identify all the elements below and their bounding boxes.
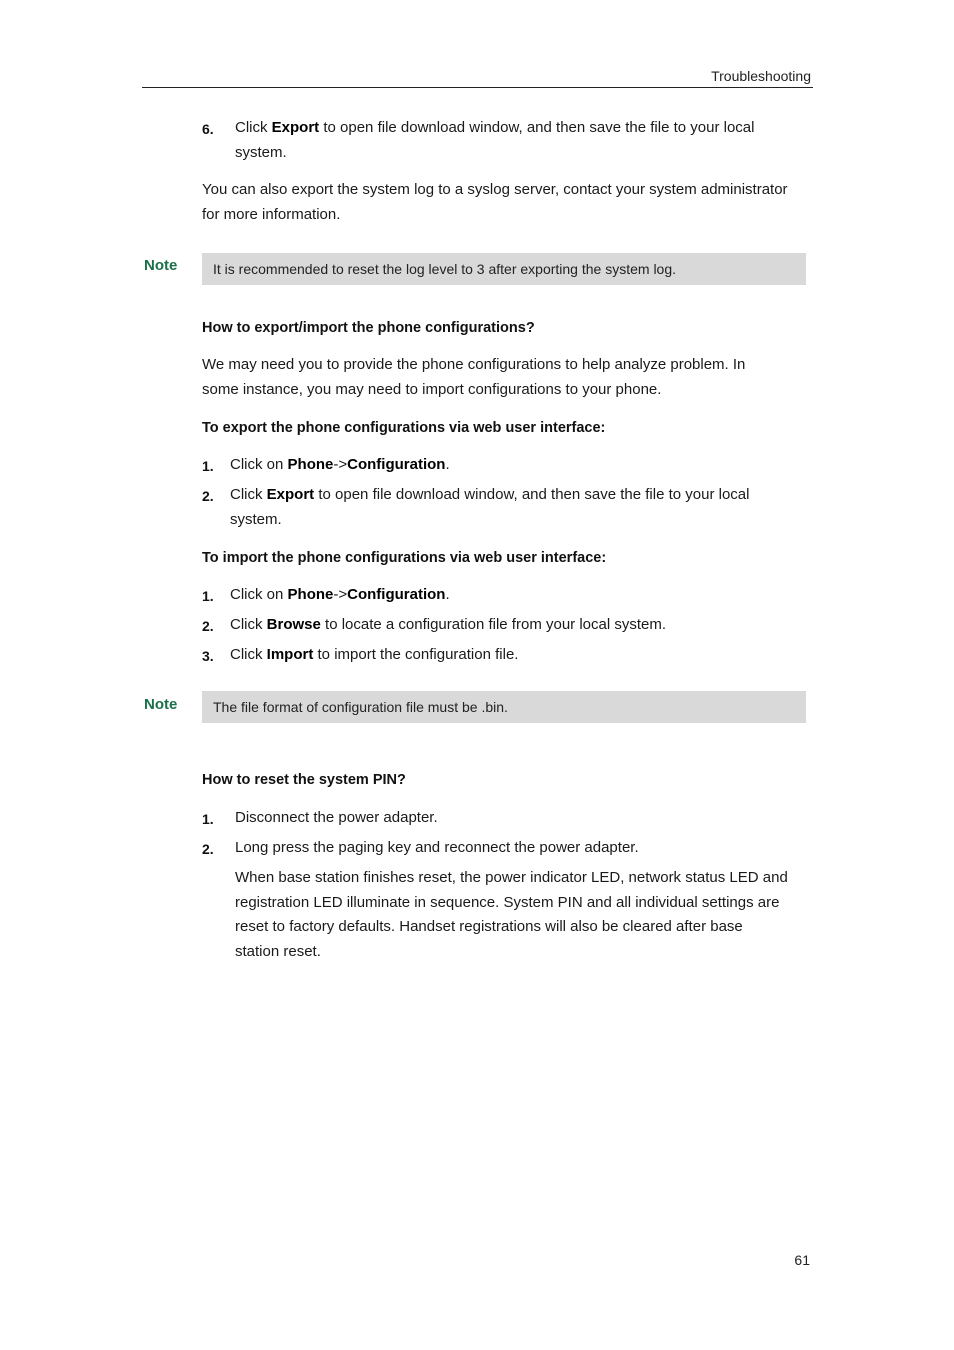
subheading: To import the phone configurations via web user interface:: [202, 550, 607, 566]
note-box: It is recommended to reset the log level to 3 after exporting the system log.: [202, 253, 806, 285]
step-text: Disconnect the power adapter.: [235, 809, 438, 826]
note-box: The file format of configuration file must be .bin.: [202, 691, 806, 723]
step-number: 1.: [202, 458, 214, 474]
step-text: Click Import to import the configuration file.: [230, 646, 519, 663]
note-label: Note: [144, 257, 178, 274]
step-number: 1.: [202, 811, 214, 827]
step-number: 1.: [202, 588, 214, 604]
note-label: Note: [144, 696, 178, 713]
ui-term: Configuration: [347, 456, 446, 473]
paragraph: We may need you to provide the phone configurations to help analyze problem. In some instance, you may need to import configurations to your phone.: [202, 356, 746, 398]
step-text: Long press the paging key and reconnect the power adapter.: [235, 839, 639, 856]
section-heading: How to export/import the phone configurations?: [202, 320, 535, 336]
ui-term: Configuration: [347, 586, 446, 603]
ui-term: Browse: [266, 616, 321, 633]
ui-term: Phone: [287, 586, 334, 603]
running-header: Troubleshooting: [711, 68, 811, 84]
step-text: Click Browse to locate a configuration file from your local system.: [230, 616, 667, 633]
paragraph: You can also export the system log to a syslog server, contact your system administrator for more information.: [202, 181, 788, 223]
ui-term: Phone: [287, 456, 334, 473]
step-text: Click Export to open file download window, and then save the file to your local: [230, 486, 750, 503]
step-number: 2.: [202, 618, 214, 634]
ui-term: Import: [266, 646, 314, 663]
step-detail-paragraph: When base station finishes reset, the power indicator LED, network status LED and registration LED illuminate in sequence. System PIN and all individual settings are reset to factory defaults. Handset registrations will also be cleared after base station reset.: [235, 869, 788, 960]
ui-term: Export: [271, 119, 320, 136]
subheading: To export the phone configurations via web user interface:: [202, 420, 606, 436]
step-number: 2.: [202, 841, 214, 857]
step-number: 6.: [202, 121, 214, 137]
section-heading: How to reset the system PIN?: [202, 772, 406, 788]
header-rule: [142, 87, 813, 88]
step-text: Click on Phone->Configuration.: [230, 586, 450, 603]
step-text: Click on Phone->Configuration.: [230, 456, 450, 473]
step-number: 2.: [202, 488, 214, 504]
page-number: 61: [794, 1252, 810, 1268]
step-number: 3.: [202, 648, 214, 664]
step-text-continued: system.: [235, 144, 287, 161]
step-text-continued: system.: [230, 511, 282, 528]
ui-term: Export: [266, 486, 315, 503]
step-text: Click Export to open file download window, and then save the file to your local: [235, 119, 755, 136]
